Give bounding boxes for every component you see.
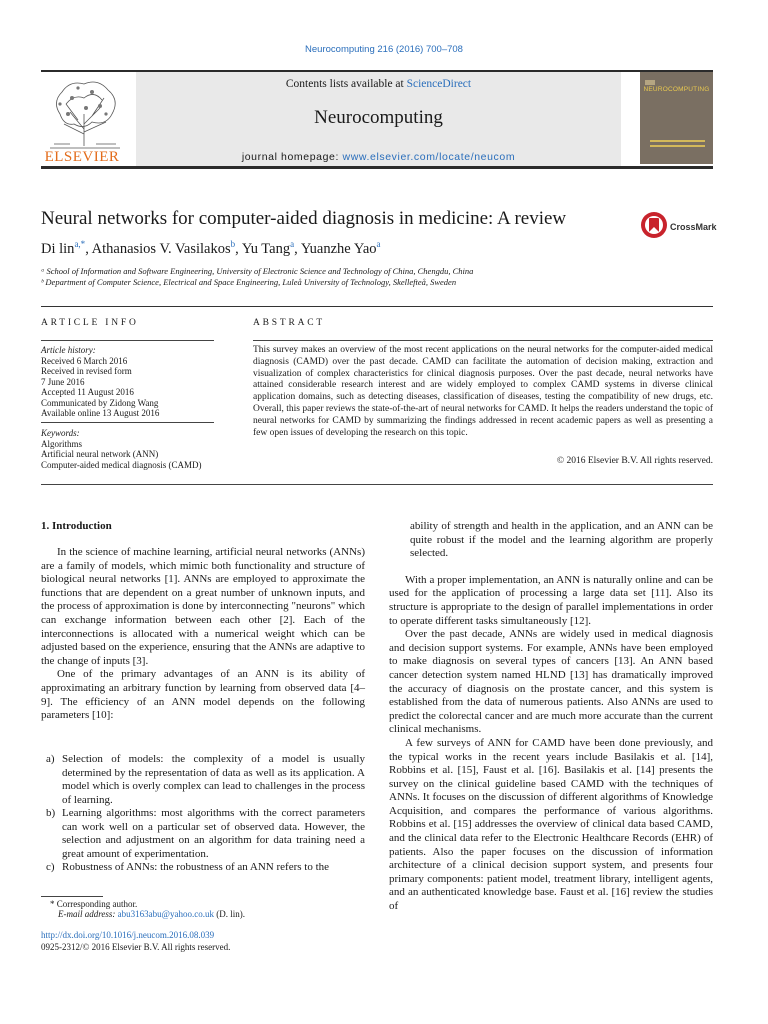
author-affiliation-marker[interactable]: a xyxy=(376,239,381,249)
article-info-rule xyxy=(41,340,214,341)
author-list: Di lin$^{a,*}$, Athanasios V. Vasilakos$^b$, Yu Tang$^a$, Yuanzhe Yao$^a$ xyxy=(41,239,381,257)
sciencedirect-link[interactable]: ScienceDirect xyxy=(406,78,472,90)
abstract-heading: ABSTRACT xyxy=(253,318,326,328)
author-name[interactable]: Yu Tang xyxy=(241,240,291,257)
list-item-text: Selection of models: the complexity of a model is usually determined by the representation of data as well as its application. A model which is overly complex can lead to challenges in the process of learning. xyxy=(62,753,365,806)
keyword-item: Computer-aided medical diagnosis (CAMD) xyxy=(41,459,202,470)
history-line: Received in revised form xyxy=(41,366,132,376)
cover-logo-mark xyxy=(645,80,655,85)
doi-link[interactable]: http://dx.doi.org/10.1016/j.neucom.2016.08.039 xyxy=(41,930,215,940)
list-item xyxy=(41,753,365,807)
list-item-label: a) xyxy=(46,753,55,765)
history-line: Communicated by Zidong Wang xyxy=(41,397,159,408)
history-line: 7 June 2016 xyxy=(41,376,85,387)
article-info-heading: ARTICLE INFO xyxy=(41,318,139,328)
intro-column-left xyxy=(41,546,365,723)
header-bottom-rule xyxy=(41,166,713,169)
intro-paragraph: With a proper implementation, an ANN is naturally online and can be used for the application of processing a large data set [11]. Also its structure is appropriate to the design of parallel implementations in order to operate different tasks simultaneously [12]. xyxy=(389,573,713,627)
intro-paragraph: One of the primary advantages of an ANN is its ability of approximating an arbitrary function by learning from observed data [4–9]. The efficiency of an ANN model depends on the following parameters [10]: xyxy=(41,668,365,722)
list-item xyxy=(41,807,365,861)
list-item xyxy=(41,861,365,875)
list-item-label: b) xyxy=(46,807,56,819)
intro-paragraph: A few surveys of ANN for CAMD have been done previously, and the typical works in the recent years include Basilakis et al. [14], Robbins et al. [15], Faust et al. [16]. Basilakis et al. [14] presents the survey on the clinical guideline based CAMD with the techniques of ANNs. It focuses on the discussion of different algorithms of Knowledge Acquisition, and compares the performance of various algorithms. Robbins et al. [15] addresses the overview of clinical data based CAMD, and the clinical data refer to the Electronic Healthcare Records (EHR) of patients. Also the paper focuses on the discussion of information architecture of a clinical decision support system, and presents four primary components: patient model, treatment library, intelligent agents, and an authenticated knowledge base. Faust et al. [16] review the studies of xyxy=(389,736,713,913)
keyword-item: Algorithms xyxy=(41,438,83,449)
keyword-item: Artificial neural network (ANN) xyxy=(41,449,159,459)
email-line xyxy=(58,909,245,919)
crossmark-label[interactable]: CrossMark xyxy=(670,222,717,232)
contents-prefix: Contents lists available at xyxy=(285,78,407,90)
author-affiliation-marker[interactable]: b xyxy=(230,239,236,249)
cover-title: NEUROCOMPUTING xyxy=(643,86,710,93)
intro-paragraph: In the science of machine learning, artificial neural networks (ANNs) are a family of models, which mimic both functionality and structure of biological neural networks [1]. ANNs are employed to approximate the functions that are dependent on a great number of unknown inputs, and the process of approximation is done by interconnecting "neurons" which can exchange information between each other [2]. Each of the interconnections is allocated with a numerical weight which can be adjusted based on the experience, ensuring that the ANNs are adaptive to the change of inputs [3]. xyxy=(41,546,365,667)
article-history-label: Article history: xyxy=(41,345,96,355)
article-title: Neural networks for computer-aided diagnosis in medicine: A review xyxy=(41,208,567,229)
email-link[interactable]: abu3163abu@yahoo.co.uk xyxy=(117,909,214,919)
author-name[interactable]: Yuanzhe Yao xyxy=(300,240,377,257)
affiliation-a: ᵃ School of Information and Software Engineering, University of Electronic Science and Technology of China, Chengdu, China xyxy=(41,266,474,276)
corresponding-author-note: * Corresponding author. xyxy=(50,899,138,909)
homepage-prefix: journal homepage: xyxy=(241,151,343,163)
abstract-copyright: © 2016 Elsevier B.V. All rights reserved. xyxy=(556,456,713,466)
history-line: Accepted 11 August 2016 xyxy=(41,387,134,397)
intro-column-right xyxy=(389,520,713,914)
elsevier-wordmark: ELSEVIER xyxy=(44,149,120,165)
journal-homepage-line xyxy=(136,151,621,163)
intro-paragraph: Over the past decade, ANNs are widely used in medical diagnosis and decision support systems. For example, ANNs have been employed to make diagnosis on several types of cancers [13]. An ANN based cancer detection system named HLND [13] has dramatically improved the accuracy of diagnosis on the prostate cancer, and this system is established from the data of numerous patients. Also ANNs are used to predict the colorectal cancer and are much more accurate than the current clinical mechanisms. xyxy=(389,628,713,736)
email-label: E-mail address: xyxy=(58,909,118,919)
journal-name: Neurocomputing xyxy=(314,107,443,128)
list-item-text: Robustness of ANNs: the robustness of an ANN refers to the xyxy=(62,861,330,873)
issn-line: 0925-2312/© 2016 Elsevier B.V. All rights reserved. xyxy=(41,942,231,952)
section-divider xyxy=(41,306,713,307)
section-heading-introduction: 1. Introduction xyxy=(41,520,112,532)
abstract-rule xyxy=(253,340,713,341)
list-continuation: ability of strength and health in the application, and an ANN can be quite robust if the model and the learning algorithm are properly selected. xyxy=(410,520,713,560)
abstract-bottom-rule xyxy=(41,484,713,485)
footnote-rule xyxy=(41,896,103,897)
author-name[interactable]: Di lin xyxy=(41,240,75,257)
author-affiliation-marker[interactable]: a,* xyxy=(74,239,86,249)
list-item-label: c) xyxy=(46,861,55,873)
author-affiliation-marker[interactable]: a xyxy=(290,239,295,249)
list-item-text: Learning algorithms: most algorithms with the correct parameters can work well on a particular set of observed data. However, the selection and adjustment on an algorithm for data training need a great amount of experimentation. xyxy=(62,807,365,860)
history-line: Received 6 March 2016 xyxy=(41,355,128,366)
keywords-label: Keywords: xyxy=(41,428,80,438)
cover-decoration xyxy=(650,140,705,154)
email-suffix: (D. lin). xyxy=(213,909,245,919)
affiliation-b: ᵇ Department of Computer Science, Electrical and Space Engineering, Luleå University of Technology, Skellefteå, Sweden xyxy=(41,277,457,287)
keywords-rule xyxy=(41,422,214,423)
journal-reference[interactable]: Neurocomputing 216 (2016) 700–708 xyxy=(305,44,463,55)
author-name[interactable]: Athanasios V. Vasilakos xyxy=(91,240,231,257)
contents-line xyxy=(136,78,621,90)
homepage-link[interactable]: www.elsevier.com/locate/neucom xyxy=(342,151,516,163)
history-line: Available online 13 August 2016 xyxy=(41,408,160,418)
abstract-text: This survey makes an overview of the most recent applications on the neural networks for the computer-aided medical diagnosis (CAMD) over the past decade. CAMD can facilitate the automation of decision making, extraction and visualization of complex characteristics for clinical diagnosis purposes. Over the past decade, neural networks have attained considerable research interest and are widely employed to complex CAMD systems in diverse clinical application domains, such as detecting diseases, classification of diseases, testing the compatibility of new drugs, etc. Overall, this paper reviews the state-of-the-art of neural networks for CAMD. It helps the readers understand the topic of neural networks for CAMD by summarizing the findings addressed in recent academic papers as well as presenting a few open issues of developing the research on this topic. xyxy=(253,345,713,438)
